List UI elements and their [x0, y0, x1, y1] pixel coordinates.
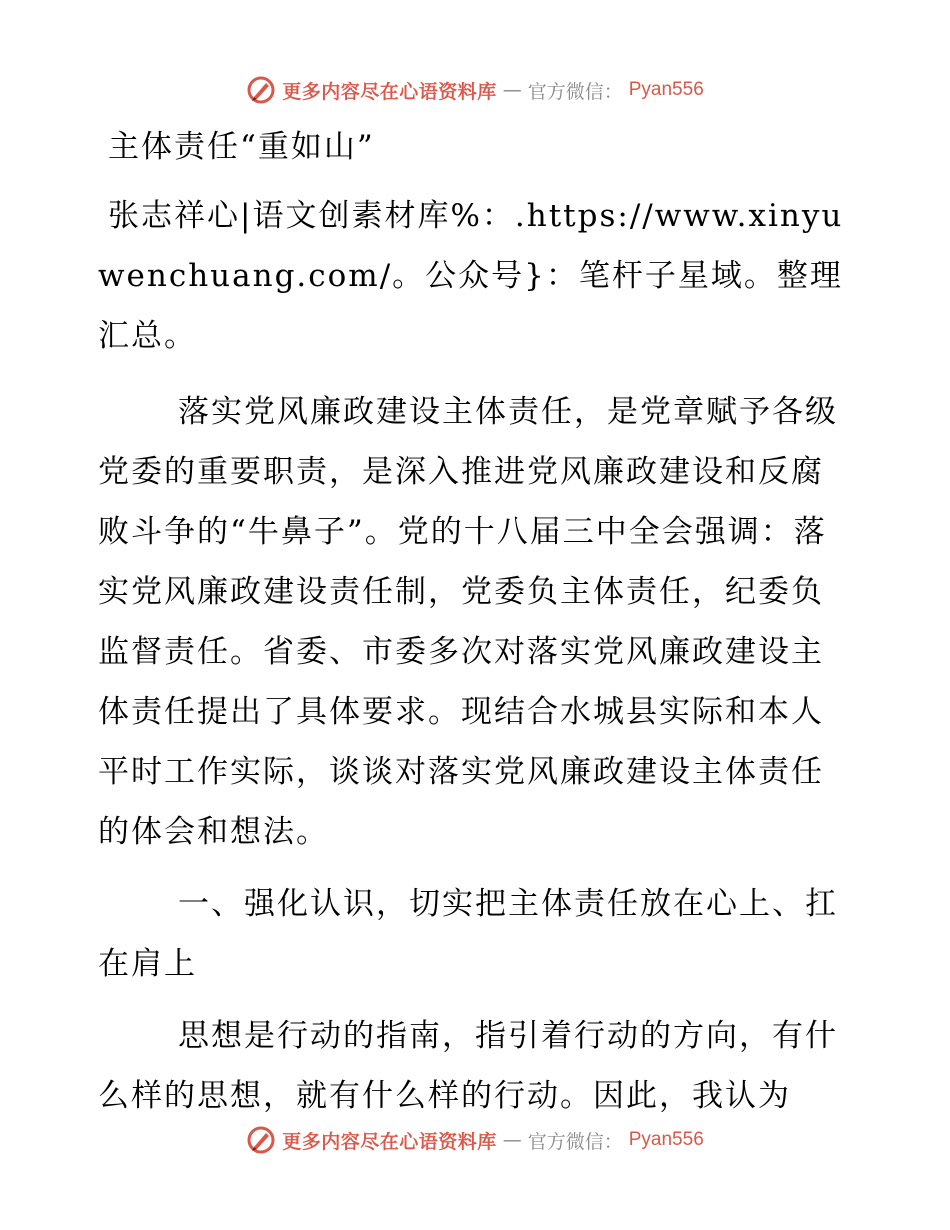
document-source: 张志祥心|语文创素材库%：.https://www.xinyuwenchuang.com/。公众号}：笔杆子星域。整理汇总。: [98, 198, 844, 354]
document-title: 主体责任“重如山”: [108, 129, 375, 165]
paragraph-1: 落实党风廉政建设主体责任，是党章赋予各级党委的重要职责，是深入推进党风廉政建设和反腐败斗争的“牛鼻子”。党的十八届三中全会强调：落实党风廉政建设责任制，党委负主体责任，纪委负监督责任。省委、市委多次对落实党风廉政建设主体责任提出了具体要求。现结合水城县实际和本人平时工作实际，谈谈对落实党风廉政建设主体责任的体会和想法。: [98, 394, 838, 850]
watermark-text: 更多内容尽在心语资料库: [282, 1130, 497, 1153]
paragraph-2: 思想是行动的指南，指引着行动的方向，有什么样的思想，就有什么样的行动。因此，我认为: [98, 1018, 838, 1114]
watermark-label: 官方微信：: [527, 80, 623, 103]
watermark-dash: —: [502, 1129, 522, 1151]
footer-watermark: [0, 1120, 950, 1160]
watermark-label: 官方微信：: [527, 1130, 623, 1153]
watermark-wechat-id: Pyan556: [628, 79, 704, 100]
pen-logo-icon: [246, 1125, 276, 1155]
watermark-text: 更多内容尽在心语资料库: [282, 80, 497, 103]
header-watermark: [0, 70, 950, 110]
watermark-wechat-id: Pyan556: [628, 1129, 704, 1150]
pen-logo-icon: [246, 75, 276, 105]
document-body: [98, 118, 850, 1138]
watermark-dash: —: [502, 79, 522, 101]
section-heading-1: 一、强化认识，切实把主体责任放在心上、扛在肩上: [98, 886, 838, 982]
